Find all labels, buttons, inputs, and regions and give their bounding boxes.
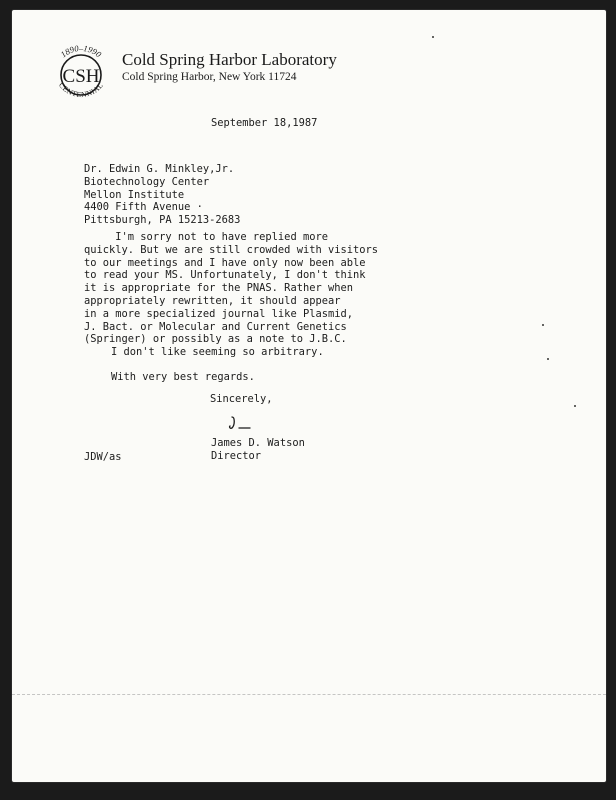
paper-speck	[542, 324, 544, 326]
body-line: quickly. But we are still crowded with visitors	[84, 243, 379, 256]
paper-speck	[574, 405, 576, 407]
logo-monogram: CSH	[62, 66, 100, 87]
logo-arc-years: 1890–1990	[58, 43, 104, 60]
body-line: I'm sorry not to have replied more	[84, 231, 328, 243]
letter-page	[12, 10, 606, 782]
body-line: it is appropriate for the PNAS. Rather when	[84, 282, 353, 295]
letter-closing: Sincerely,	[210, 393, 273, 405]
letter-body-paragraph	[84, 231, 378, 346]
csh-centennial-logo	[46, 40, 116, 110]
typist-initials: JDW/as	[84, 451, 122, 463]
page-fold-line	[12, 694, 606, 695]
signer-name: James D. Watson	[211, 437, 305, 449]
recipient-address	[84, 163, 240, 227]
paper-speck	[432, 36, 434, 38]
recipient-line: Biotechnology Center	[84, 175, 210, 188]
body-line: in a more specialized journal like Plasmid,	[84, 307, 353, 320]
recipient-line: 4400 Fifth Avenue ·	[84, 201, 203, 214]
letter-date: September 18,1987	[211, 117, 318, 129]
paper-speck	[547, 358, 549, 360]
body-line: (Springer) or possibly as a note to J.B.C.	[84, 333, 347, 346]
logo-arc-centennial: CENTENNIAL	[56, 80, 106, 100]
recipient-line: Pittsburgh, PA 15213-2683	[84, 214, 241, 227]
body-line: to read your MS. Unfortunately, I don't think	[84, 269, 366, 282]
body-line: J. Bact. or Molecular and Current Genetics	[84, 320, 347, 333]
handwritten-signature	[226, 413, 256, 433]
organization-address: Cold Spring Harbor, New York 11724	[122, 71, 297, 83]
recipient-line: Dr. Edwin G. Minkley,Jr.	[84, 163, 235, 175]
body-line: appropriately rewritten, it should appear	[84, 294, 341, 307]
organization-name: Cold Spring Harbor Laboratory	[122, 50, 337, 69]
letter-line-arbitrary: I don't like seeming so arbitrary.	[111, 346, 324, 358]
svg-text:1890–1990	[59, 43, 104, 60]
letter-line-regards: With very best regards.	[111, 371, 255, 383]
recipient-line: Mellon Institute	[84, 188, 185, 201]
body-line: to our meetings and I have only now been able	[84, 256, 366, 269]
signer-title: Director	[211, 450, 262, 462]
